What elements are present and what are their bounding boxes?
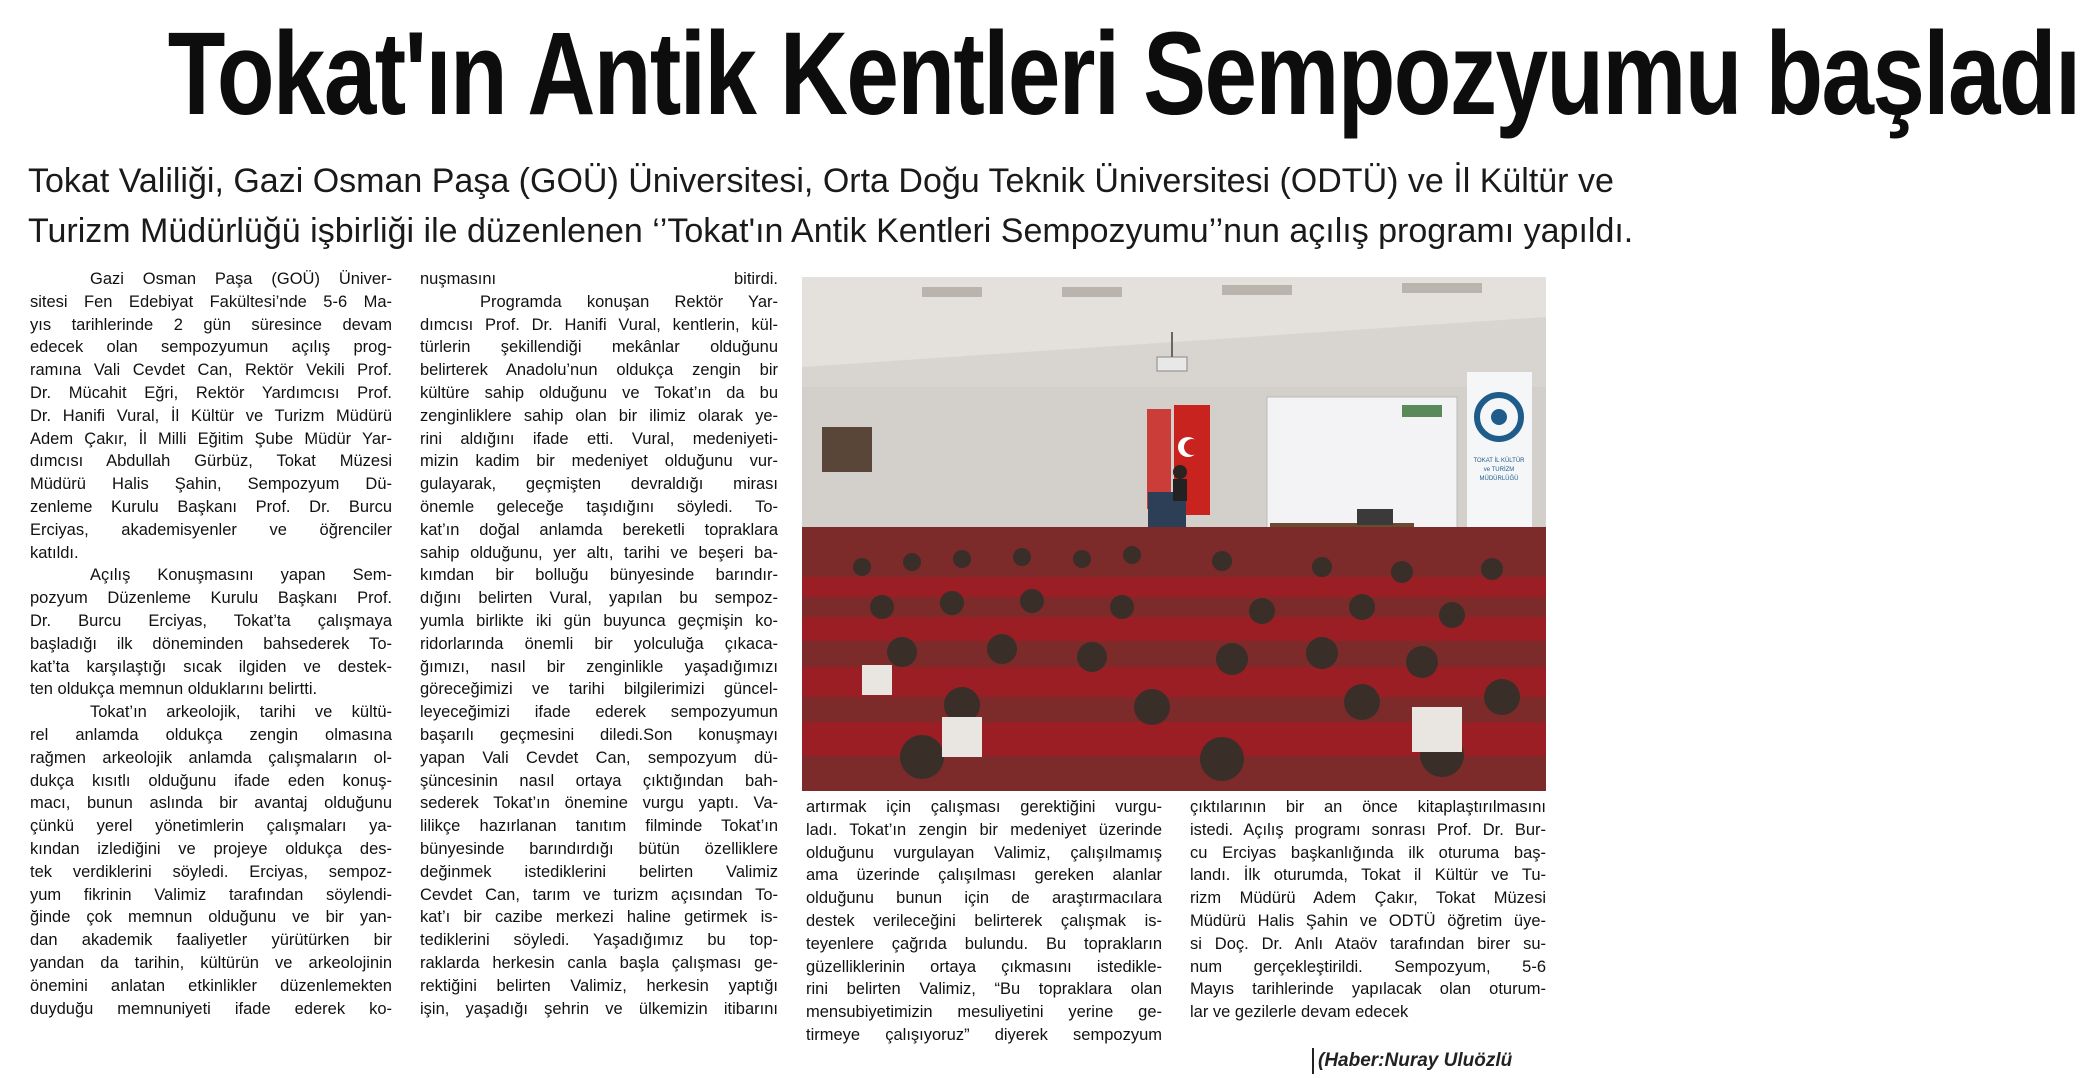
body-column-3 xyxy=(806,796,1162,1047)
body-line: şüncesinin nasıl ortaya çıktığından bah- xyxy=(420,771,778,790)
banner-text: ve TURİZM xyxy=(1483,467,1515,473)
body-line: istedi. Açılış programı sonrası Prof. Dr. Bur- xyxy=(1190,820,1546,839)
body-line: olduğunu bunun için de araştırmacılara xyxy=(806,889,1162,908)
body-line: yumla birlikte iki gün buyunca geçmişin ko- xyxy=(420,611,778,630)
body-line: güzelliklerinin ortaya çıkmasını istedikle- xyxy=(806,957,1162,976)
body-line: türlerin şekillendiği mekânlar olduğunu xyxy=(420,338,778,357)
body-line: işin, yaşadığı şehrin ve ülkemizin itibarını xyxy=(420,999,778,1018)
body-line: yum fikrinin Valimiz tarafından söylendi- xyxy=(30,885,392,904)
body-line: tediklerini söyledi. Yaşadığımız bu top- xyxy=(420,931,778,950)
body-line: başarılı geçmesini diledi.Son konuşmayı xyxy=(420,725,778,744)
body-line: Cevdet Can, tarım ve turizm açısından To- xyxy=(420,885,778,904)
spot-line: Tokat Valiliği, Gazi Osman Paşa (GOÜ) Üniversitesi, Orta Doğu Teknik Üniversitesi (ODTÜ) ve İl Kültür ve xyxy=(28,162,1614,200)
byline: (Haber:Nuray Uluözlü xyxy=(1312,1048,1566,1074)
body-line: Müdürü Halis Şahin, Sempozyum Dü- xyxy=(30,475,392,494)
banner-text: TOKAT İL KÜLTÜR xyxy=(1473,458,1525,464)
body-line: macı, bunun aslında bir avantaj olduğunu xyxy=(30,794,392,813)
body-line: çünkü yerel yönetimlerin çalışmaları ya- xyxy=(30,817,392,836)
body-line: Dr. Hanifi Vural, İl Kültür ve Turizm Müdürü xyxy=(30,406,392,425)
body-line: teyenlere çağrıda bulundu. Bu toprakların xyxy=(806,934,1162,953)
body-line: Açılış Konuşmasını yapan Sem- xyxy=(90,566,392,585)
body-line: dığını belirten Vural, yapılan bu sempoz- xyxy=(420,589,778,608)
body-line: ğinde çok memnun olduğunu ve bir yan- xyxy=(30,908,392,927)
body-line: zenleme Kurulu Başkanı Prof. Dr. Burcu xyxy=(30,497,392,516)
body-line: Programda konuşan Rektör Yar- xyxy=(480,292,778,311)
body-line: ğımızı, nasıl bir zenginlikle yaşadığımızı xyxy=(420,657,778,676)
body-line: kültüre sahip olduğunu ve Tokat’ın da bu xyxy=(420,383,778,402)
body-line: tek verdiklerini söyledi. Erciyas, sempoz- xyxy=(30,862,392,881)
body-line: rel anlamda oldukça zengin olmasına xyxy=(30,725,392,744)
body-line: leyeceğimizi ifade ederek sempozyumun xyxy=(420,703,778,722)
body-line: Gazi Osman Paşa (GOÜ) Üniver- xyxy=(90,270,392,288)
spot-text xyxy=(28,156,1634,256)
body-line: mizin kadim bir medeniyet olduğunu vur- xyxy=(420,452,778,471)
body-line: landı. İlk oturumda, Tokat il Kültür ve Tu- xyxy=(1190,866,1546,885)
lecture-hall-image xyxy=(802,277,1546,791)
body-line: belirterek Anadolu’nun oldukça zengin bir xyxy=(420,361,778,380)
body-line: Tokat’ın arkeolojik, tarihi ve kültü- xyxy=(90,703,392,722)
body-line: rini belirten Valimiz, “Bu topraklara olan xyxy=(806,980,1162,999)
body-line: Dr. Mücahit Eğri, Rektör Yardımcısı Prof. xyxy=(30,383,392,402)
body-line: kımdan bir bolluğu bünyesinde barındır- xyxy=(420,566,778,585)
body-line: rektiğini belirten Valimiz, herkesin yaptığı xyxy=(420,976,778,995)
body-line: num gerçekleştirildi. Sempozyum, 5-6 xyxy=(1190,957,1546,976)
body-line: duyduğu memnuniyeti ifade ederek ko- xyxy=(30,999,392,1018)
body-line: Müdürü Halis Şahin ve ODTÜ öğretim üye- xyxy=(1190,911,1546,930)
body-column-2 xyxy=(420,268,778,1020)
body-line: sitesi Fen Edebiyat Fakültesi’nde 5-6 Ma- xyxy=(30,292,392,311)
body-line: edecek olan sempozyumun açılış prog- xyxy=(30,338,392,357)
body-line: göreceğimizi ve tarihi bilgilerimizi güncel- xyxy=(420,680,778,699)
body-line: mensubiyetimizin mesuliyetini yerine ge- xyxy=(806,1003,1162,1022)
body-line: dımcısı Prof. Dr. Hanifi Vural, kentlerin, kül- xyxy=(420,315,778,334)
body-line: lar ve gezilerle devam edecek xyxy=(1190,1003,1409,1022)
body-line: yıs tarihlerinde 2 gün süresince devam xyxy=(30,315,392,334)
body-line: gulayarak, geçmişten devraldığı mirası xyxy=(420,475,778,494)
body-line: değinmek istediklerini belirten Valimiz xyxy=(420,862,778,881)
headline: Tokat'ın Antik Kentleri Sempozyumu başladı xyxy=(167,8,2080,140)
body-line: başladığı ilk döneminden bahsederek To- xyxy=(30,634,392,653)
body-line: rizm Müdürü Adem Çakır, Tokat Müzesi xyxy=(1190,889,1546,908)
body-line: olduğunu vurgulayan Valimiz, çalışılmamış xyxy=(806,843,1162,862)
body-line: zenginliklere sahip olan bir ilimiz olarak ye- xyxy=(420,406,778,425)
body-line: sahip olduğunu, yer altı, tarihi ve beşeri ba- xyxy=(420,543,778,562)
symposium-photo xyxy=(802,277,1546,791)
body-line: si Doç. Dr. Anlı Ataöv tarafından birer su- xyxy=(1190,934,1546,953)
body-line: ladı. Tokat’ın zengin bir medeniyet üzerinde xyxy=(806,820,1162,839)
body-line: artırmak için çalışması gerektiğini vurgu- xyxy=(806,798,1162,816)
body-line: kat’ta karşılaştığı sıcak ilgiden ve destek- xyxy=(30,657,392,676)
body-line: önemini anlatan etkinlikler düzenlemekten xyxy=(30,976,392,995)
body-line: bünyesinde barındırdığı bütün özelliklere xyxy=(420,839,778,858)
body-line: Erciyas, akademisyenler ve öğrenciler xyxy=(30,520,392,539)
body-column-1 xyxy=(30,268,392,1020)
body-line: Adem Çakır, İl Milli Eğitim Şube Müdür Yar- xyxy=(30,429,392,448)
body-line: ridorlarında önemli bir yolculuğa çıkaca- xyxy=(420,634,778,653)
body-line: raklarda herkesin canla başla çalışması ge- xyxy=(420,953,778,972)
body-line: tirmeye çalışıyoruz” diyerek sempozyum xyxy=(806,1025,1162,1044)
body-line: dımcısı Abdullah Gürbüz, Tokat Müzesi xyxy=(30,452,392,471)
body-line: pozyum Düzenleme Kurulu Başkanı Prof. xyxy=(30,589,392,608)
body-line: yandan da tarihin, kültürün ve arkeolojinin xyxy=(30,953,392,972)
banner-text: MÜDÜRLÜĞÜ xyxy=(1479,476,1519,482)
body-line: çıktılarının bir an önce kitaplaştırılmasını xyxy=(1190,798,1546,816)
body-line: dan akademik faaliyetler yürütürken bir xyxy=(30,931,392,950)
body-line: katıldı. xyxy=(30,543,79,562)
body-line: cu Erciyas başkanlığında ilk oturuma baş- xyxy=(1190,843,1546,862)
body-line: lilikçe hazırlanan tanıtım filminde Tokat’ın xyxy=(420,817,778,836)
body-line: rini aldığını ifade etti. Vural, medeniyeti- xyxy=(420,429,778,448)
body-line: Mayıs tarihlerinde yapılacak olan oturum- xyxy=(1190,980,1546,999)
body-column-4 xyxy=(1190,796,1546,1024)
body-line: önemle geleceğe taşıdığını söyledi. To- xyxy=(420,497,778,516)
body-line: dukça kısıtlı olduğunu ifade eden konuş- xyxy=(30,771,392,790)
body-line: Dr. Burcu Erciyas, Tokat’ta çalışmaya xyxy=(30,611,392,630)
body-line: ama üzerinde çalışılması gereken alanlar xyxy=(806,866,1162,885)
body-line: yapan Vali Cevdet Can, sempozyum dü- xyxy=(420,748,778,767)
body-line: rağmen arkeolojik anlamda çalışmaların ol- xyxy=(30,748,392,767)
body-line: kat’ın doğal anlamda bereketli topraklara xyxy=(420,520,778,539)
body-line: kından izlediğini ve projeye oldukça des- xyxy=(30,839,392,858)
body-line: nuşmasını bitirdi. xyxy=(420,270,778,288)
body-line: ramına Vali Cevdet Can, Rektör Vekili Prof. xyxy=(30,361,392,380)
body-line: kat’ı bir cazibe merkezi haline getirmek is- xyxy=(420,908,778,927)
body-line: sederek Tokat’ın önemine vurgu yaptı. Va- xyxy=(420,794,778,813)
spot-line: Turizm Müdürlüğü işbirliği ile düzenlenen ‘’Tokat'ın Antik Kentleri Sempozyumu’’nun açılış programı yapıldı. xyxy=(28,212,1634,250)
body-line: destek verileceğini belirterek çalışmak is- xyxy=(806,911,1162,930)
body-line: ten oldukça memnun olduklarını belirtti. xyxy=(30,680,318,699)
